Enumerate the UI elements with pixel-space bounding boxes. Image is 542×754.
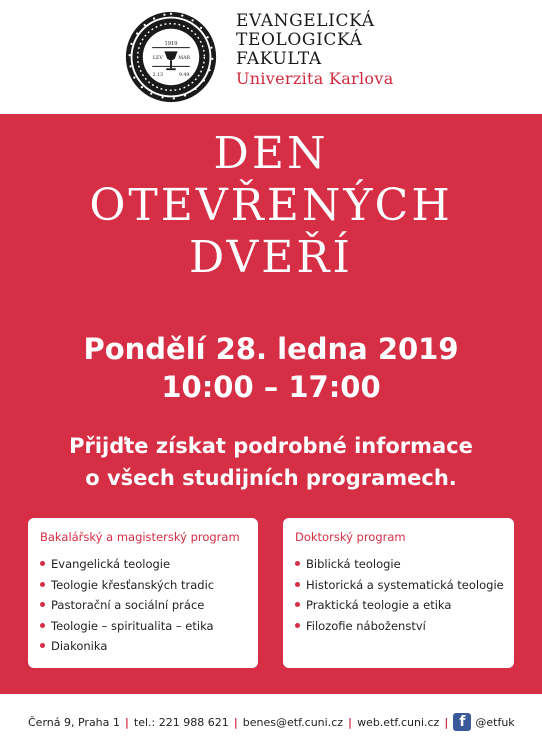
- website-link[interactable]: web.etf.cuni.cz: [357, 715, 440, 729]
- bullet-icon: [40, 623, 45, 628]
- bachelor-program-list: [40, 554, 246, 657]
- phone: tel.: 221 988 621: [133, 715, 229, 729]
- university-name: Univerzita Karlova: [236, 69, 394, 88]
- bachelor-program-card: [28, 518, 258, 668]
- address: Černá 9, Praha 1: [28, 715, 120, 729]
- invitation-line2: o všech studijních programech.: [85, 466, 457, 490]
- header: [0, 0, 542, 114]
- event-title: [0, 128, 542, 284]
- separator: |: [444, 715, 449, 729]
- separator: |: [124, 715, 129, 729]
- svg-text:1919: 1919: [164, 40, 178, 47]
- list-item: [295, 595, 502, 616]
- event-title-line1: DEN: [213, 128, 329, 179]
- svg-text:9.49: 9.49: [178, 72, 190, 78]
- list-item: [40, 636, 246, 657]
- separator: |: [348, 715, 353, 729]
- contact-bar: [28, 713, 515, 731]
- program-name: Diakonika: [51, 639, 108, 653]
- program-name: Pastorační a sociální práce: [51, 598, 205, 612]
- list-item: [40, 554, 246, 575]
- event-datetime: [0, 330, 542, 406]
- program-name: Filozofie náboženství: [306, 618, 426, 633]
- list-item: [295, 616, 502, 637]
- event-title-line3: DVEŘÍ: [189, 232, 353, 283]
- svg-text:LEV: LEV: [152, 55, 163, 61]
- doctoral-program-list: [295, 554, 502, 636]
- faculty-name-line3: FAKULTA: [236, 49, 322, 69]
- bullet-icon: [40, 602, 45, 607]
- event-time: 10:00 – 17:00: [161, 370, 381, 404]
- email-link[interactable]: benes@etf.cuni.cz: [242, 715, 344, 729]
- faculty-name: [236, 12, 394, 89]
- list-item: [40, 595, 246, 616]
- svg-text:MAR: MAR: [178, 55, 191, 61]
- program-name: Teologie křesťanských tradic: [51, 577, 215, 592]
- separator: |: [233, 715, 238, 729]
- bullet-icon: [295, 623, 300, 628]
- facebook-icon[interactable]: f: [453, 713, 471, 731]
- program-name: Evangelická teologie: [51, 557, 171, 571]
- list-item: [295, 554, 502, 575]
- doctoral-program-card: [283, 518, 514, 668]
- program-name: Biblická teologie: [306, 557, 401, 571]
- bullet-icon: [40, 561, 45, 566]
- list-item: [40, 575, 246, 596]
- bullet-icon: [40, 643, 45, 648]
- list-item: [40, 616, 246, 637]
- facebook-handle-link[interactable]: @etfuk: [475, 715, 515, 729]
- event-date: Pondělí 28. ledna 2019: [83, 332, 459, 366]
- program-name: Historická a systematická teologie: [306, 577, 504, 592]
- svg-text:2.13: 2.13: [152, 72, 164, 78]
- bullet-icon: [295, 582, 300, 587]
- bullet-icon: [40, 582, 45, 587]
- faculty-name-line2: TEOLOGICKÁ: [236, 30, 363, 50]
- invitation-line1: Přijďte získat podrobné informace: [69, 434, 473, 458]
- event-invitation: [0, 430, 542, 494]
- footer: [0, 694, 542, 754]
- bachelor-program-title: Bakalářský a magisterský program: [40, 530, 240, 544]
- program-name: Praktická teologie a etika: [306, 598, 452, 612]
- faculty-name-line1: EVANGELICKÁ: [236, 11, 375, 31]
- list-item: [295, 575, 502, 596]
- bullet-icon: [295, 602, 300, 607]
- program-name: Teologie – spiritualita – etika: [51, 618, 214, 633]
- faculty-seal-logo: [124, 10, 218, 104]
- event-title-line2: OTEVŘENÝCH: [89, 180, 453, 231]
- doctoral-program-title: Doktorský program: [295, 530, 406, 544]
- bullet-icon: [295, 561, 300, 566]
